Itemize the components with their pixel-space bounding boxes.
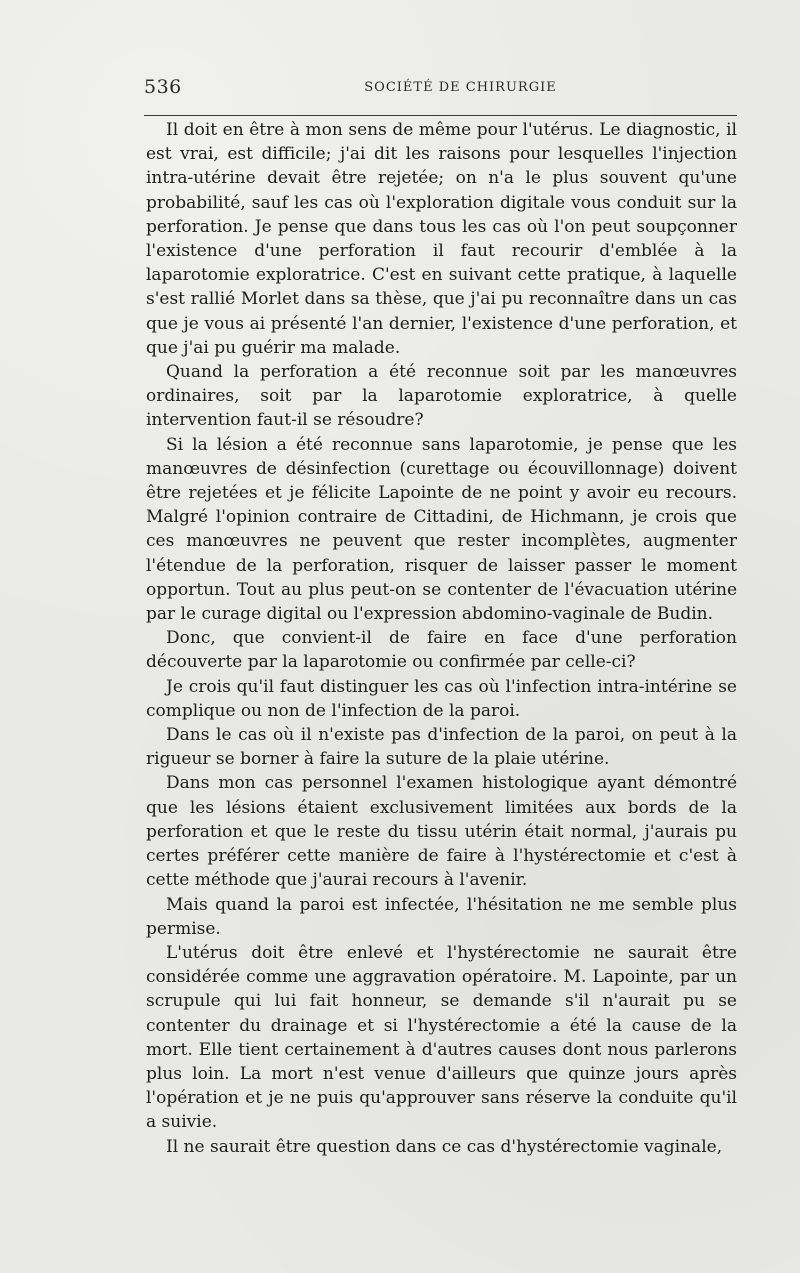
running-head [144, 76, 737, 102]
paragraph: Dans mon cas personnel l'examen histologique ayant démontré que les lésions étaient exclusivement limitées aux bords de la perforation et que le reste du tissu utérin était normal, j'aurais pu certes préférer cette manière de faire à l'hystérectomie et c'est à cette méthode que j'aurai recours à l'avenir. [146, 773, 737, 891]
paragraph: Mais quand la paroi est infectée, l'hésitation ne me semble plus permise. [146, 894, 737, 939]
paragraph: Si la lésion a été reconnue sans laparotomie, je pense que les manœuvres de désinfection (curettage ou écouvillonnage) doivent être rejetées et je félicite Lapointe de ne point y avoir eu recours. Malgré l'opinion contraire de Cittadini, de Hichmann, je crois que ces manœuvres ne peuvent que rester incomplètes, augmenter l'étendue de la perforation, risquer de laisser passer le moment opportun. Tout au plus peut-on se contenter de l'évacuation utérine par le curage digital ou l'expression abdomino-vaginale de Budin. [146, 434, 737, 625]
paragraph: L'utérus doit être enlevé et l'hystérectomie ne saurait être considérée comme une aggravation opératoire. M. Lapointe, par un scrupule qui lui fait honneur, se demande s'il n'aurait pu se contenter du drainage et si l'hystérectomie a été la cause de la mort. Elle tient certainement à d'autres causes dont nous parlerons plus loin. La mort n'est venue d'ailleurs que quinze jours après l'opération et je ne puis qu'approuver sans réserve la conduite qu'il a suivie. [146, 942, 737, 1133]
paragraph: Dans le cas où il n'existe pas d'infection de la paroi, on peut à la rigueur se borner à faire la suture de la plaie utérine. [146, 725, 737, 770]
header-rule [144, 115, 737, 116]
paragraph: Je crois qu'il faut distinguer les cas où l'infection intra-intérine se complique ou non de l'infection de la paroi. [146, 676, 737, 721]
paragraph: Quand la perforation a été reconnue soit par les manœuvres ordinaires, soit par la laparotomie exploratrice, à quelle intervention faut-il se résoudre? [146, 362, 737, 431]
paragraph: Il ne saurait être question dans ce cas d'hystérectomie vaginale, [166, 1136, 723, 1157]
paragraph: Il doit en être à mon sens de même pour l'utérus. Le diagnostic, il est vrai, est difficile; j'ai dit les raisons pour lesquelles l'injection intra-utérine devait être rejetée; on n'a le plus souvent qu'une probabilité, sauf les cas où l'exploration digitale vous conduit sur la perforation. Je pense que dans tous les cas où l'on peut soupçonner l'existence d'une perforation il faut recourir d'emblée à la laparotomie exploratrice. C'est en suivant cette pratique, à laquelle s'est rallié Morlet dans sa thèse, que j'ai pu reconnaître dans un cas que je vous ai présenté l'an dernier, l'existence d'une perforation, et que j'ai pu guérir ma malade. [146, 120, 737, 358]
body-text [146, 118, 737, 1159]
page-number: 536 [144, 76, 182, 98]
running-title: SOCIÉTÉ DE CHIRURGIE [364, 80, 557, 95]
paragraph: Donc, que convient-il de faire en face d'une perforation découverte par la laparotomie ou confirmée par celle-ci? [146, 628, 737, 673]
